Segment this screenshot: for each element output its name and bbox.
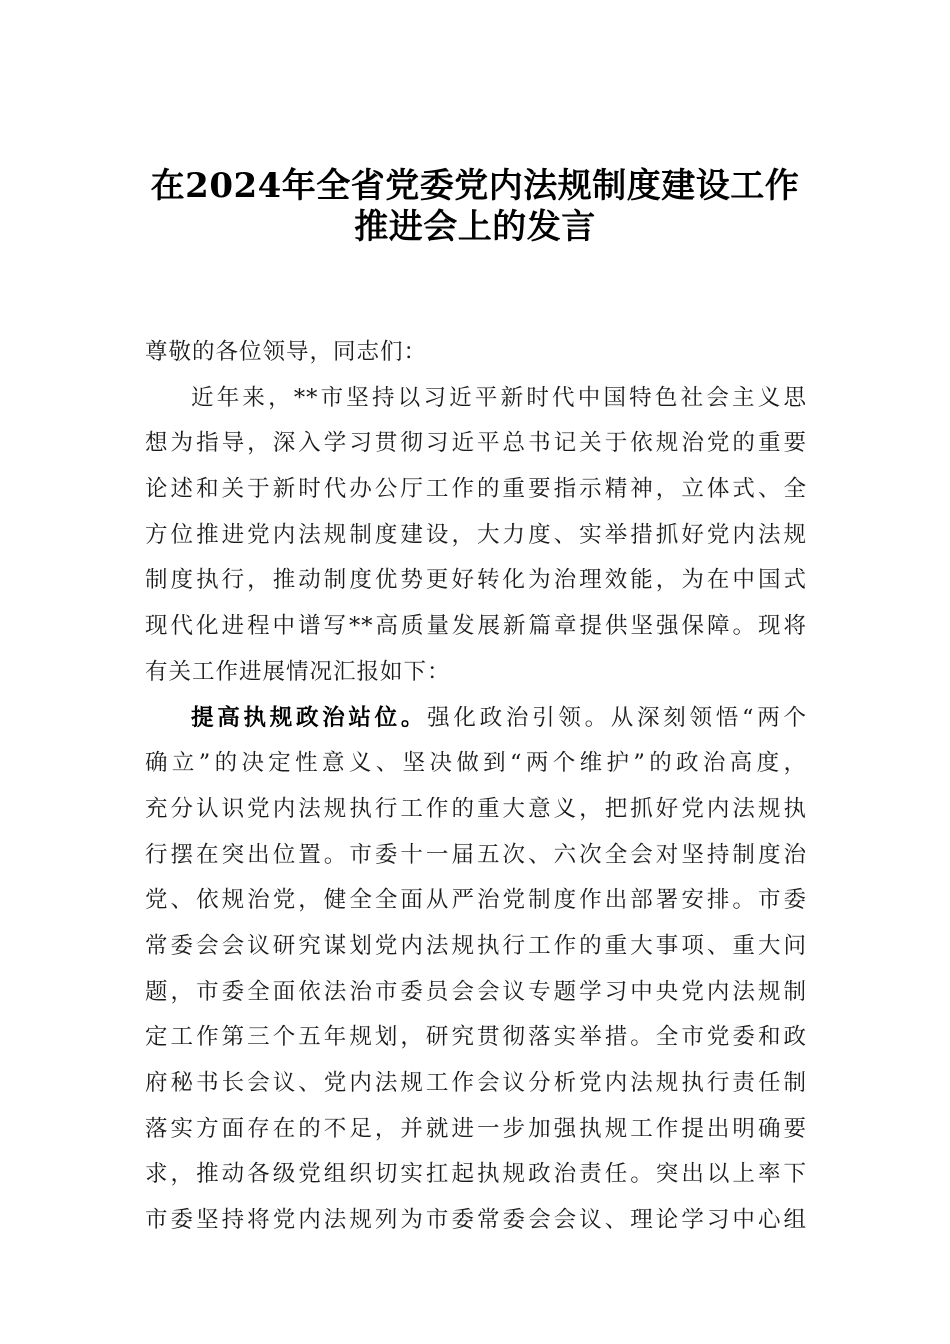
paragraph-1-line: 有关工作进展情况汇报如下：: [145, 658, 451, 685]
paragraph-2-first-line-text: 强化政治引领。从深刻领悟“两个: [427, 704, 807, 731]
paragraph-1-line: 方位推进党内法规制度建设，大力度、实举措抓好党内法规: [145, 521, 807, 548]
paragraph-2-line: 市委坚持将党内法规列为市委常委会会议、理论学习中心组: [145, 1207, 807, 1234]
paragraph-2-line: 求，推动各级党组织切实扛起执规政治责任。突出以上率下: [145, 1161, 807, 1188]
paragraph-1-line: 近年来，**市坚持以习近平新时代中国特色社会主义思: [191, 384, 807, 411]
paragraph-2-heading: 提高执规政治站位。: [191, 704, 428, 731]
salutation: 尊敬的各位领导，同志们：: [145, 339, 428, 365]
paragraph-1-line: 想为指导，深入学习贯彻习近平总书记关于依规治党的重要: [145, 430, 807, 457]
document-body: [145, 330, 807, 1244]
paragraph-2-line: 落实方面存在的不足，并就进一步加强执规工作提出明确要: [145, 1115, 807, 1142]
paragraph-1-line: 现代化进程中谱写**高质量发展新篇章提供坚强保障。现将: [145, 613, 807, 640]
paragraph-2-line: 党、依规治党，健全全面从严治党制度作出部署安排。市委: [145, 887, 807, 914]
paragraph-2-first-line: [145, 696, 807, 742]
document-title-line-2: 推进会上的发言: [354, 207, 596, 247]
paragraph-2-line: 题，市委全面依法治市委员会会议专题学习中央党内法规制: [145, 978, 807, 1005]
paragraph-1-line: 制度执行，推动制度优势更好转化为治理效能，为在中国式: [145, 567, 807, 594]
paragraph-2-line: 确立”的决定性意义、坚决做到“两个维护”的政治高度，: [145, 750, 807, 777]
paragraph-2-line: 定工作第三个五年规划，研究贯彻落实举措。全市党委和政: [145, 1024, 807, 1051]
paragraph-2-line: 充分认识党内法规执行工作的重大意义，把抓好党内法规执: [145, 795, 807, 822]
document-title-line-1: 在2024年全省党委党内法规制度建设工作: [150, 166, 800, 206]
paragraph-2-line: 行摆在突出位置。市委十一届五次、六次全会对坚持制度治: [145, 841, 807, 868]
paragraph-2-line: 府秘书长会议、党内法规工作会议分析党内法规执行责任制: [145, 1070, 807, 1096]
paragraph-1-line: 论述和关于新时代办公厅工作的重要指示精神，立体式、全: [145, 476, 807, 503]
paragraph-2-line: 常委会会议研究谋划党内法规执行工作的重大事项、重大问: [145, 932, 807, 959]
